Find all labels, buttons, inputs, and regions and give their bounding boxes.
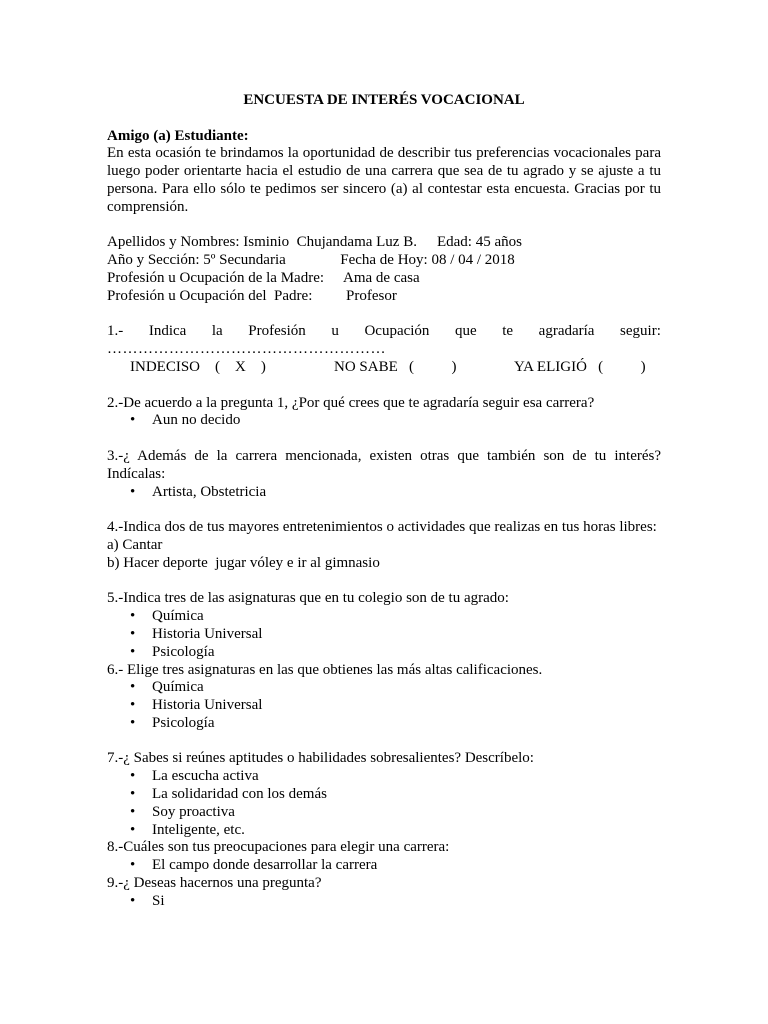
- student-name-row: [107, 234, 661, 252]
- question-4-answer-b: b) Hacer deporte jugar vóley e ir al gimnasio: [107, 554, 380, 571]
- mother-occupation-row: [107, 270, 661, 288]
- question-4-answer-a: a) Cantar: [107, 536, 163, 553]
- question-8-answers: [107, 857, 661, 875]
- section-value: 5º Secundaria: [203, 252, 286, 269]
- mother-label: Profesión u Ocupación de la Madre:: [107, 269, 325, 286]
- list-item: • Química: [107, 679, 661, 697]
- intro-paragraph: En esta ocasión te brindamos la oportunidad de describir tus preferencias vocacionales para luego poder orientarte hacia el estudio de una carrera que sea de tu agrado y se ajuste a tu persona. Para ello sólo te pedimos ser sincero (a) al contestar esta encuesta. Gracias por tu comprensión.: [107, 145, 661, 215]
- greeting: Amigo (a) Estudiante:: [107, 127, 249, 144]
- name-label: Apellidos y Nombres:: [107, 234, 244, 251]
- option-indeciso: INDECISO ( X ): [130, 358, 266, 375]
- list-item: • Historia Universal: [107, 626, 661, 644]
- question-1: 1.- Indica la Profesión u Ocupación que te agradaría seguir:: [107, 323, 661, 340]
- question-6-answers: [107, 679, 661, 732]
- date-label: Fecha de Hoy:: [340, 252, 432, 269]
- section-label: Año y Sección:: [107, 252, 204, 269]
- question-5: 5.-Indica tres de las asignaturas que en tu colegio son de tu agrado:: [107, 590, 509, 607]
- question-4: 4.-Indica dos de tus mayores entretenimientos o actividades que realizas en tus horas libres:: [107, 519, 657, 536]
- question-3: 3.-¿ Además de la carrera mencionada, existen otras que también son de tu interés? Indícalas:: [107, 447, 661, 482]
- age-label: Edad:: [436, 234, 476, 251]
- question-1-answer-line: ………………………………………………: [107, 341, 386, 358]
- list-item: • La solidaridad con los demás: [107, 786, 661, 804]
- name-value: Isminio Chujandama Luz B.: [243, 234, 417, 251]
- list-item: • Soy proactiva: [107, 804, 661, 822]
- student-section-row: [107, 252, 661, 270]
- father-value: Profesor: [346, 287, 397, 304]
- father-occupation-row: [107, 288, 661, 306]
- question-6: 6.- Elige tres asignaturas en las que obtienes las más altas calificaciones.: [107, 661, 543, 678]
- option-ya-eligio: YA ELIGIÓ ( ): [514, 358, 646, 375]
- document-title: ENCUESTA DE INTERÉS VOCACIONAL: [243, 92, 525, 108]
- father-label: Profesión u Ocupación del Padre:: [107, 287, 313, 304]
- question-1-options: [107, 359, 661, 377]
- question-7: 7.-¿ Sabes si reúnes aptitudes o habilidades sobresalientes? Descríbelo:: [107, 750, 534, 767]
- question-3-answers: [107, 484, 661, 502]
- list-item: • La escucha activa: [107, 768, 661, 786]
- question-2: 2.-De acuerdo a la pregunta 1, ¿Por qué crees que te agradaría seguir esa carrera?: [107, 394, 595, 411]
- question-2-answers: [107, 412, 661, 430]
- list-item: • El campo donde desarrollar la carrera: [107, 857, 661, 875]
- list-item: • Química: [107, 608, 661, 626]
- question-9: 9.-¿ Deseas hacernos una pregunta?: [107, 875, 322, 892]
- list-item: • Si: [107, 893, 661, 911]
- age-value: 45 años: [475, 234, 522, 251]
- question-5-answers: [107, 608, 661, 661]
- list-item: • Historia Universal: [107, 697, 661, 715]
- mother-value: Ama de casa: [343, 269, 420, 286]
- list-item: • Artista, Obstetricia: [107, 484, 661, 502]
- option-no-sabe: NO SABE ( ): [334, 358, 457, 375]
- list-item: • Psicología: [107, 715, 661, 733]
- question-7-answers: [107, 768, 661, 839]
- document-body: [107, 92, 661, 911]
- list-item: • Psicología: [107, 644, 661, 662]
- list-item: • Inteligente, etc.: [107, 822, 661, 840]
- list-item: • Aun no decido: [107, 412, 661, 430]
- question-9-answers: [107, 893, 661, 911]
- date-value: 08 / 04 / 2018: [431, 252, 515, 269]
- question-8: 8.-Cuáles son tus preocupaciones para elegir una carrera:: [107, 839, 450, 856]
